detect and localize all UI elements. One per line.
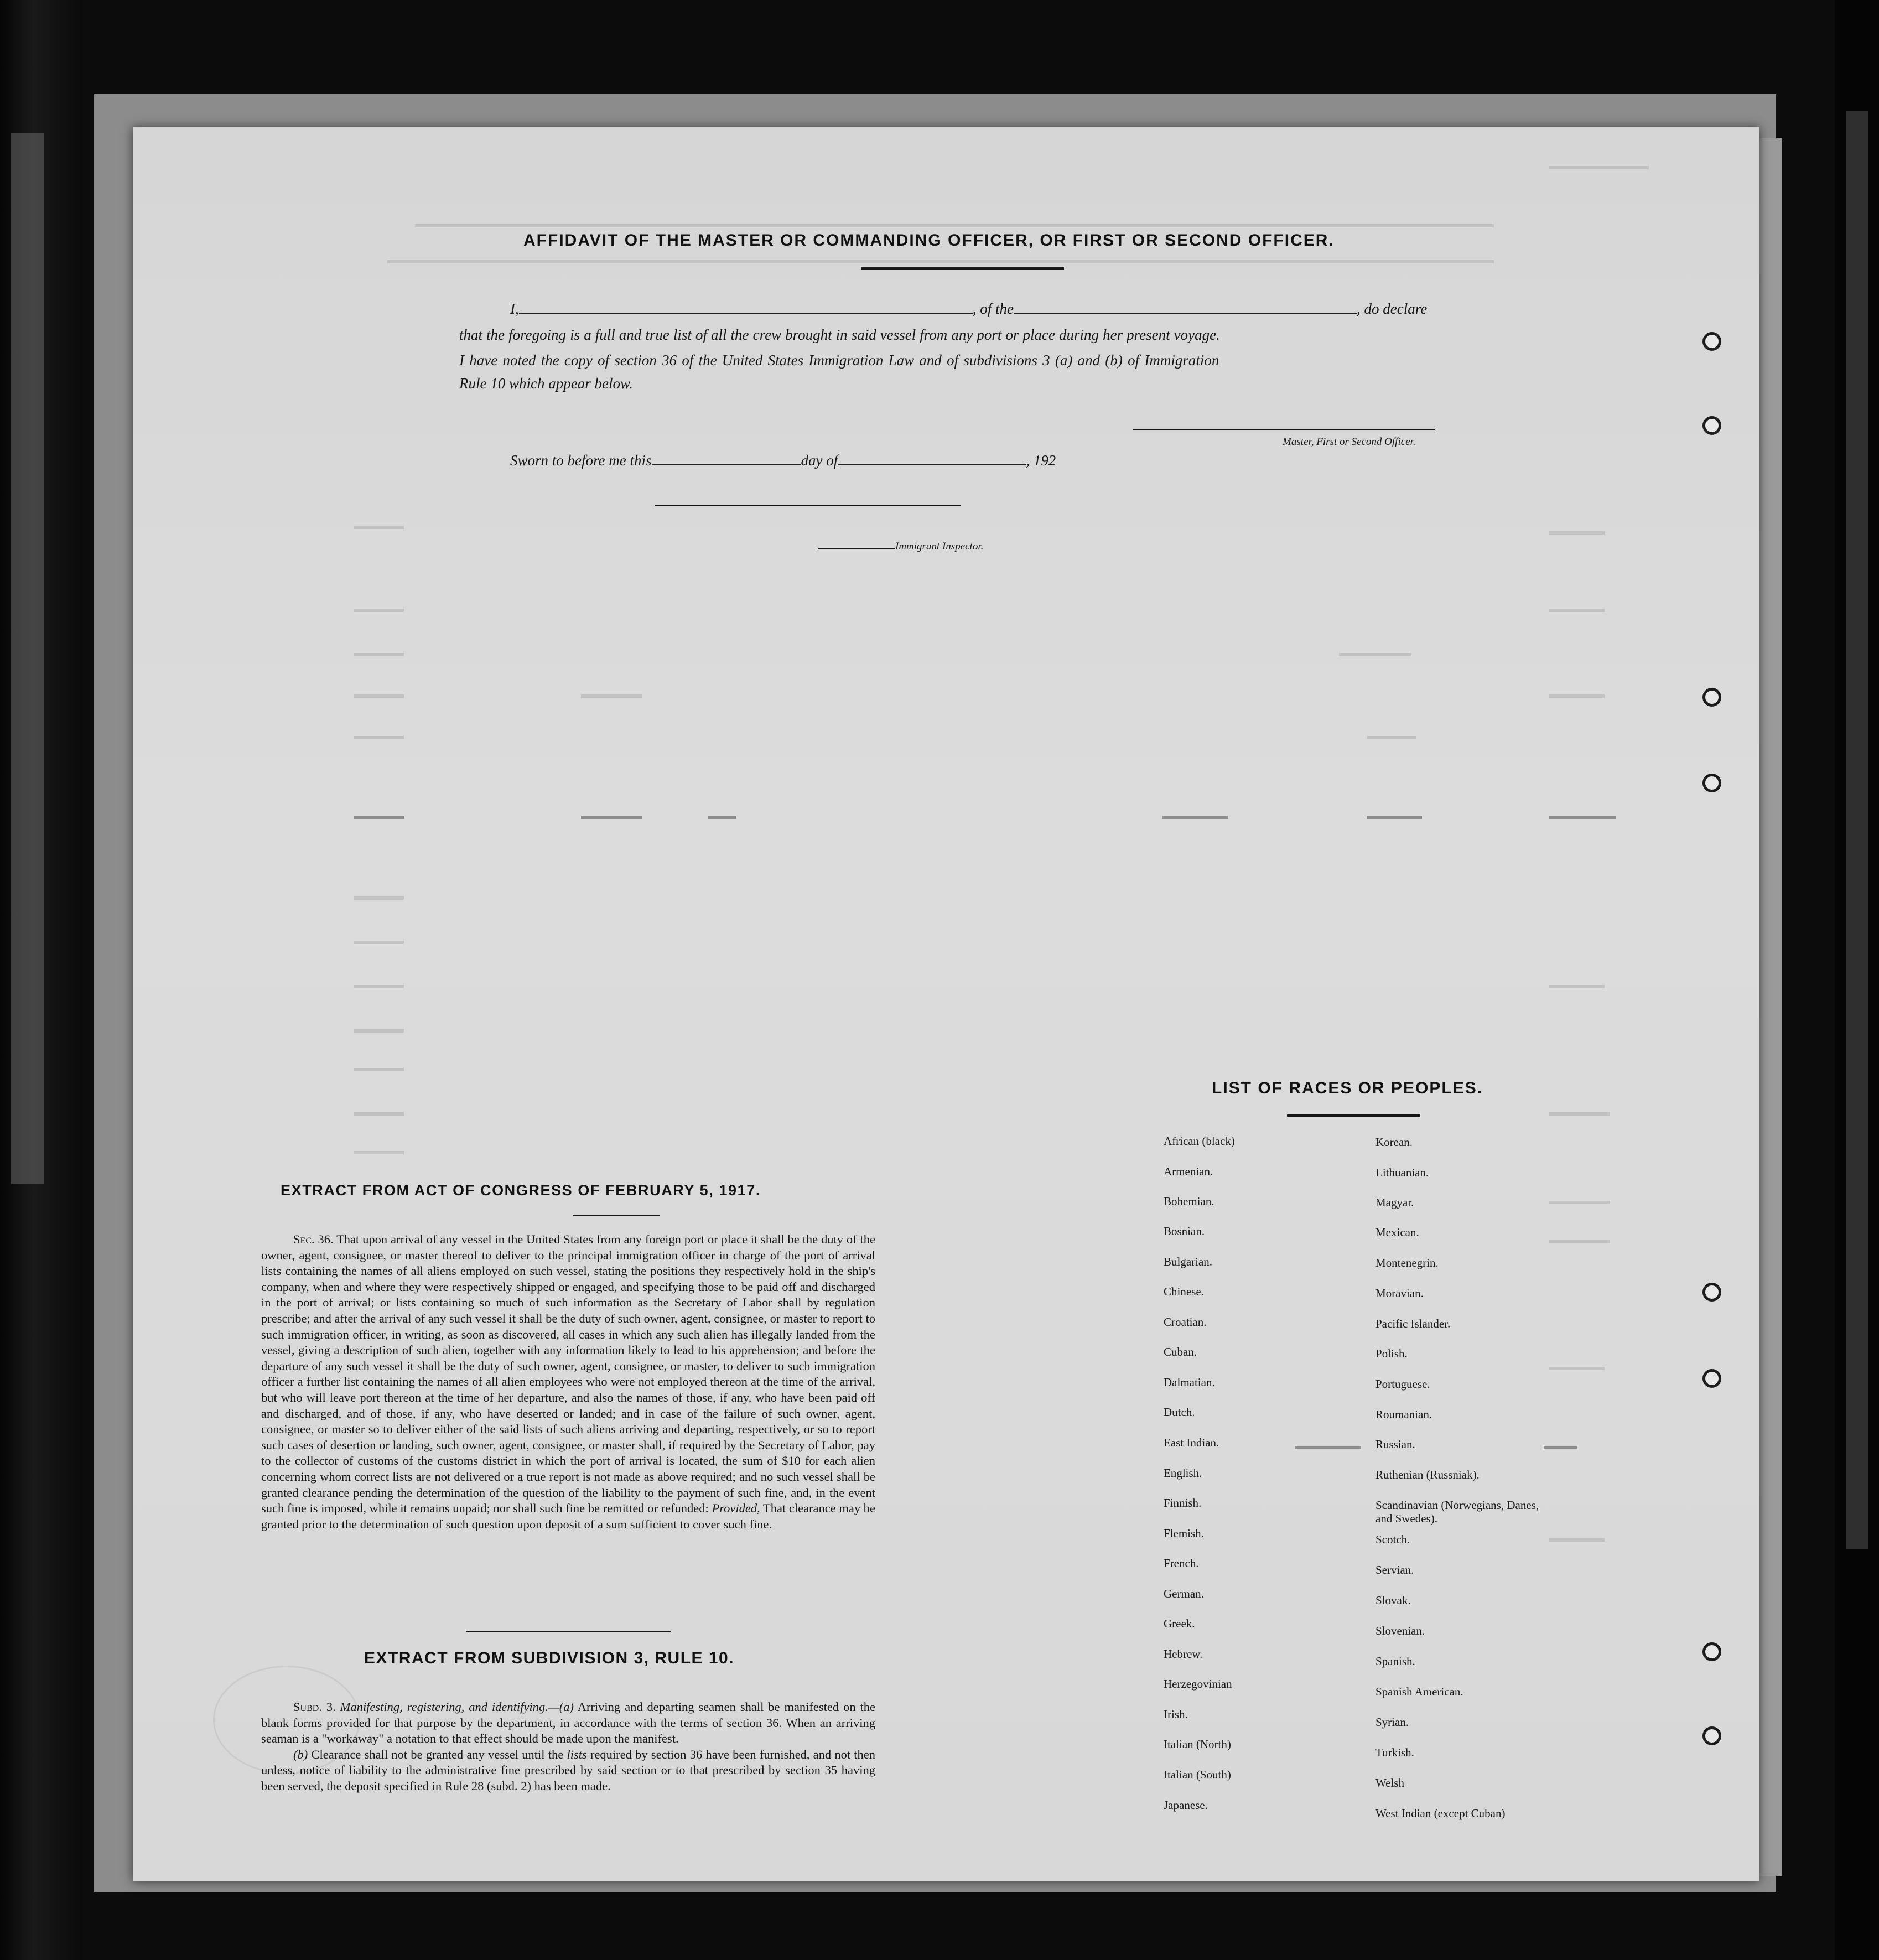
declaration-line (510, 300, 1427, 318)
races-title-rule (1287, 1114, 1420, 1117)
binder-hole-icon (1702, 332, 1721, 351)
race-item: Magyar. (1375, 1196, 1414, 1209)
subd-heading: Manifesting, registering, and identifying.—(a) (340, 1700, 574, 1714)
subd-para-b-2: required by section 36 have been furnished, and not then unless, notice of liability to the administrative fine prescribed by said section or to that prescribed by section 35 having been served, the deposit specified in Rule 28 (subd. 2) has been made. (261, 1747, 876, 1793)
section-36-text (261, 1232, 875, 1532)
race-item: Irish. (1164, 1708, 1188, 1721)
master-signature-label: Master, First or Second Officer. (1283, 436, 1416, 448)
race-item: Welsh (1375, 1776, 1404, 1790)
binder-hole-icon (1702, 774, 1721, 792)
race-item: Flemish. (1164, 1527, 1204, 1540)
binder-hole-icon (1702, 1369, 1721, 1388)
race-item: Servian. (1375, 1563, 1414, 1577)
race-item: West Indian (except Cuban) (1375, 1807, 1506, 1820)
race-item: Slovak. (1375, 1594, 1411, 1607)
sworn-day-of: day of (801, 452, 838, 469)
binder-hole-icon (1702, 416, 1721, 435)
declarant-name-field[interactable] (519, 312, 973, 314)
affidavit-text-line-4: Rule 10 which appear below. (459, 375, 633, 392)
race-item: Scotch. (1375, 1533, 1410, 1546)
race-item: Spanish. (1375, 1655, 1415, 1668)
race-item: East Indian. (1164, 1436, 1219, 1449)
film-border-left (0, 0, 83, 1960)
race-item: Turkish. (1375, 1746, 1414, 1759)
proviso-label: Provided, (712, 1501, 760, 1516)
race-item: Croatian. (1164, 1315, 1207, 1329)
declarant-prefix: I, (510, 300, 519, 317)
binder-hole-icon (1702, 1726, 1721, 1745)
race-item: Chinese. (1164, 1285, 1204, 1298)
race-item: Dalmatian. (1164, 1376, 1215, 1389)
inspector-signature-line[interactable] (655, 505, 961, 506)
race-item: Bulgarian. (1164, 1255, 1213, 1268)
race-item: Korean. (1375, 1135, 1413, 1149)
declare-suffix: , do declare (1357, 300, 1428, 317)
sworn-line (510, 452, 1056, 469)
race-item: Moravian. (1375, 1287, 1424, 1300)
race-item: Armenian. (1164, 1165, 1213, 1178)
race-item: Russian. (1375, 1438, 1415, 1451)
subd-para-b-1: Clearance shall not be granted any vessel until the (311, 1747, 564, 1761)
races-title: LIST OF RACES OR PEOPLES. (1212, 1079, 1483, 1097)
race-item: Japanese. (1164, 1798, 1208, 1812)
section-divider-rule (466, 1631, 671, 1632)
affidavit-title-rule (861, 267, 1064, 270)
race-item: English. (1164, 1466, 1202, 1480)
race-item: Polish. (1375, 1347, 1408, 1360)
race-item: German. (1164, 1587, 1204, 1600)
section-36-body: That upon arrival of any vessel in the United States from any foreign port or place it shall be the duty of the owner, agent, consignee, or master thereof to deliver to the principal immigration officer in charge of the port of arrival lists containing the names of all aliens employed on such vessel, stating the positions they respectively hold in the ship's company, when and where they were respectively shipped or engaged, and specifying those to be paid off and discharged in the port of arrival; or lists containing so much of such information as the Secretary of Labor shall by regulation prescribe; and after the arrival of any such vessel it shall be the duty of such owner, agent, consignee, or master to report to such immigration officer, in writing, as soon as discovered, all cases in which any such alien has illegally landed from the vessel, giving a description of such alien, together with any information likely to lead to his apprehension; and before the departure of any such vessel it shall be the duty of such owner, agent, consignee, or master, to deliver to such immigration officer a further list containing the names of all alien employees who were not employed thereon at the time of the arrival, but who will leave port thereon at the time of her departure, and also the names of those, if any, who have been paid off and discharged, and of those, if any, who have deserted or landed; and in case of the failure of such owner, agent, consignee, or master so to deliver either of the said lists of such aliens arriving and departing, respectively, or so to report such cases of desertion or landing, such owner, agent, consignee, or master shall, if required by the Secretary of Labor, pay to the collector of customs of the customs district in which the port of arrival is located, the sum of $10 for each alien concerning whom correct lists are not delivered or a true report is not made as above required; and no such vessel shall be granted clearance pending the determination of the question of the liability to the payment of such fine, and, in the event such fine is imposed, while it remains unpaid; nor shall such fine be remitted or refunded: (261, 1232, 875, 1516)
race-item: Hebrew. (1164, 1647, 1203, 1661)
affidavit-title: AFFIDAVIT OF THE MASTER OR COMMANDING OFFICER, OR FIRST OR SECOND OFFICER. (523, 231, 1335, 250)
race-item: African (black) (1164, 1134, 1235, 1148)
inspector-label: Immigrant Inspector. (895, 541, 984, 552)
act-extract-title-rule (573, 1215, 660, 1216)
race-item: Finnish. (1164, 1496, 1202, 1510)
subd-label: Subd. 3. (293, 1700, 336, 1714)
race-item: Portuguese. (1375, 1377, 1430, 1391)
race-item: Slovenian. (1375, 1624, 1425, 1637)
race-item: Ruthenian (Russniak). (1375, 1468, 1480, 1481)
race-item: Lithuanian. (1375, 1166, 1429, 1179)
document-sheet (133, 127, 1759, 1881)
film-border-right (1835, 0, 1879, 1960)
subdivision-3a-paragraph (261, 1699, 875, 1747)
subdivision-3b-paragraph (261, 1747, 875, 1795)
race-item: Italian (South) (1164, 1768, 1231, 1781)
inspector-name-line (818, 548, 895, 549)
vessel-prefix: , of the (972, 300, 1014, 317)
sworn-year: , 192 (1026, 452, 1056, 469)
race-item: Roumanian. (1375, 1408, 1432, 1421)
sworn-day-field[interactable] (652, 464, 801, 465)
race-item: Mexican. (1375, 1226, 1419, 1239)
affidavit-text-line-3: I have noted the copy of section 36 of the United States Immigration Law and of subdivisions 3 (a) and (b) of Immigration (459, 352, 1219, 369)
race-item: Cuban. (1164, 1345, 1197, 1358)
proviso-text: That clearance may be granted prior to the determination of such question upon deposit of a sum sufficient to cover such fine. (261, 1501, 876, 1531)
sworn-month-field[interactable] (838, 464, 1026, 465)
vessel-name-field[interactable] (1014, 312, 1357, 314)
master-signature-line[interactable] (1133, 429, 1435, 430)
race-item: Italian (North) (1164, 1738, 1231, 1751)
race-item: Bosnian. (1164, 1225, 1205, 1238)
binder-hole-icon (1702, 688, 1721, 707)
race-item: Herzegovinian (1164, 1677, 1232, 1691)
race-item: Greek. (1164, 1617, 1195, 1630)
section-36-label: Sec. 36. (293, 1232, 334, 1246)
race-item: Syrian. (1375, 1715, 1409, 1729)
binder-hole-icon (1702, 1283, 1721, 1302)
subd-para-a: Arriving and departing seamen shall be manifested on the blank forms provided for that purpose by the department, in accordance with the terms of section 36. When an arriving seaman is a "workaway" a notation to that effect should be made upon the manifest. (261, 1700, 876, 1746)
race-item: Scandinavian (Norwegians, Danes, and Swedes). (1375, 1498, 1539, 1525)
subdivision-3-text (261, 1699, 875, 1795)
race-item: Dutch. (1164, 1406, 1195, 1419)
act-extract-title: EXTRACT FROM ACT OF CONGRESS OF FEBRUARY 5, 1917. (281, 1182, 761, 1199)
subd-para-b-lists: lists (567, 1747, 587, 1761)
race-item: French. (1164, 1557, 1199, 1570)
sworn-prefix: Sworn to before me this (510, 452, 652, 469)
affidavit-text-line-2: that the foregoing is a full and true list of all the crew brought in said vessel from any port or place during her present voyage. (459, 326, 1220, 343)
race-item: Pacific Islander. (1375, 1317, 1451, 1330)
page-edge (1759, 138, 1782, 1876)
subd-b-label: (b) (293, 1747, 308, 1761)
rule-extract-title: EXTRACT FROM SUBDIVISION 3, RULE 10. (364, 1649, 735, 1667)
race-item: Montenegrin. (1375, 1256, 1439, 1269)
binder-hole-icon (1702, 1642, 1721, 1661)
race-item: Spanish American. (1375, 1685, 1463, 1698)
race-item: Bohemian. (1164, 1195, 1214, 1208)
